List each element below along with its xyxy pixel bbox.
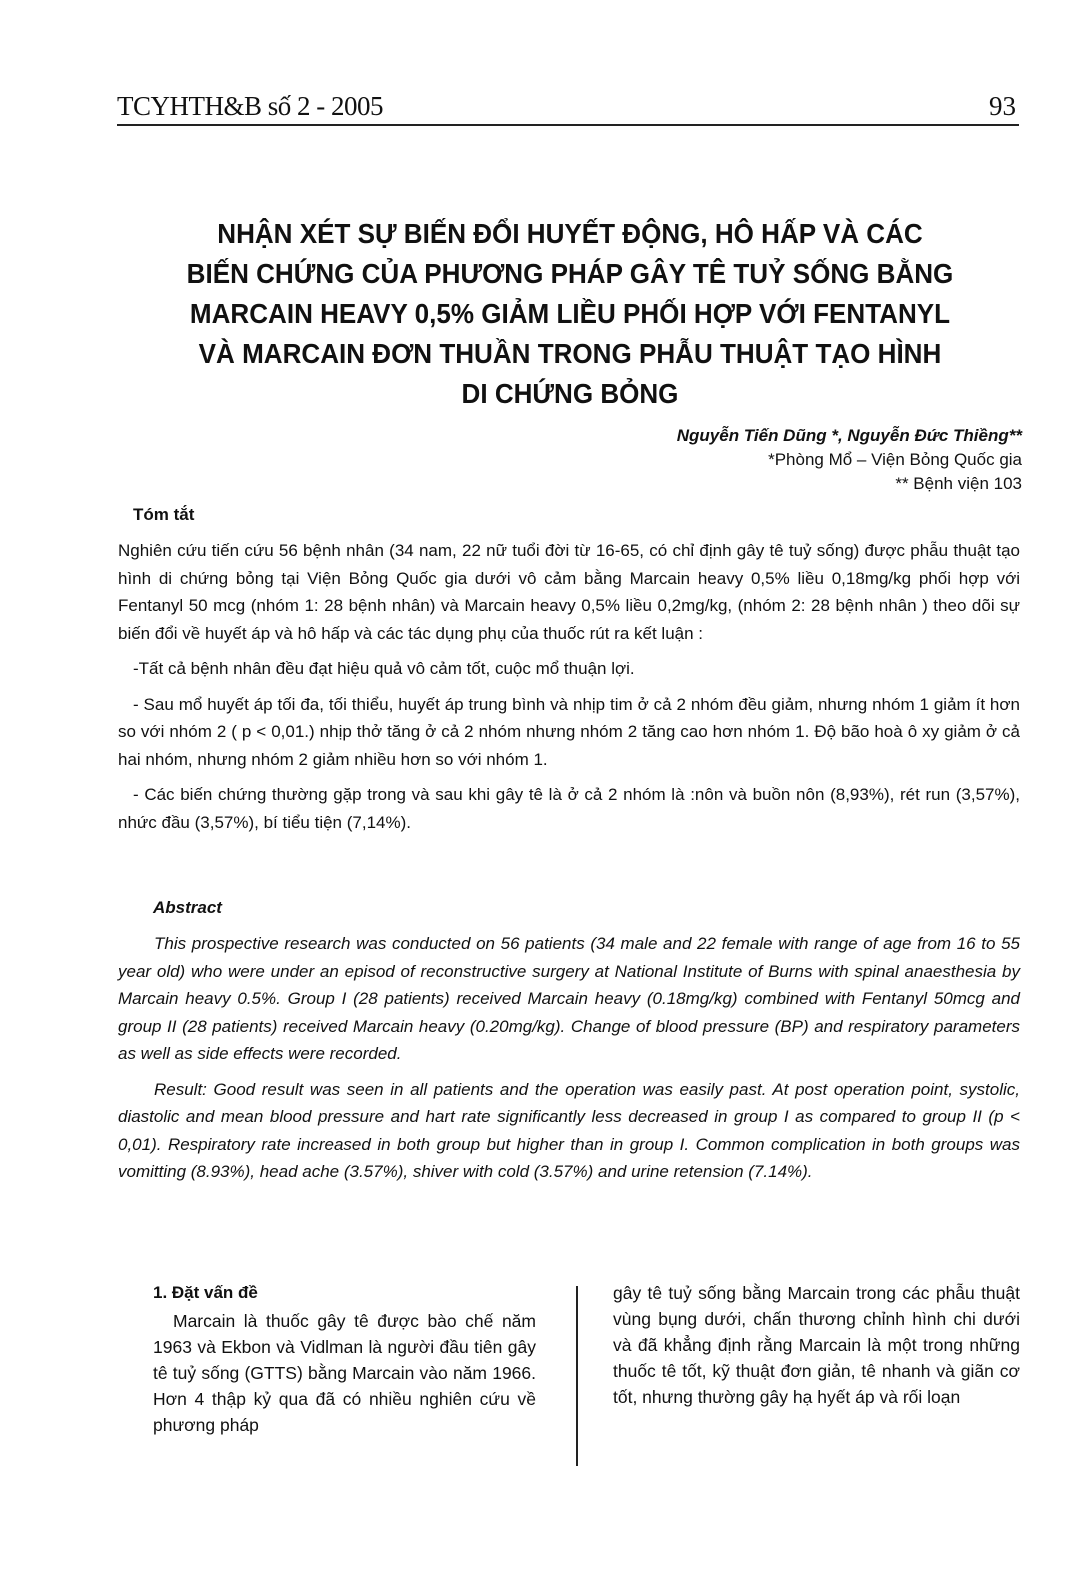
summary-heading: Tóm tắt xyxy=(133,505,195,524)
affiliation: ** Bệnh viện 103 xyxy=(895,474,1022,493)
page-number: 93 xyxy=(989,91,1016,121)
section-text: gây tê tuỷ sống bằng Marcain trong các phẫu thuật vùng bụng dưới, chấn thương chỉnh hình chi dưới và đã khẳng định rằng Marcain là một trong những thuốc tê tốt, kỹ thuật đơn giản, tê nhanh và giãn cơ tốt, nhưng thường gây hạ hyết áp và rối loạn xyxy=(613,1283,1020,1407)
author-names: Nguyễn Tiến Dũng *, Nguyễn Đức Thiềng** xyxy=(676,426,1022,445)
title-line: VÀ MARCAIN ĐƠN THUẦN TRONG PHẪU THUẬT TẠO HÌNH xyxy=(198,338,942,369)
abstract-paragraph: This prospective research was conducted on 56 patients (34 male and 22 female with range of age from 16 to 55 year old) who were under an episod of reconstructive surgery at National Institute of Burns with spinal anaesthesia by Marcain heavy 0.5%. Group I (28 patients) received Marcain heavy (0.18mg/kg) combined with Fentanyl 50mcg and group II (28 patients) received Marcain heavy (0.20mg/kg). Change of blood pressure (BP) and respiratory parameters as well as side effects were recorded. xyxy=(118,934,1020,1063)
section-heading: 1. Đặt vấn đề xyxy=(153,1283,258,1302)
column-divider xyxy=(576,1286,578,1466)
summary-body xyxy=(118,537,1020,836)
abstract-heading: Abstract xyxy=(153,898,222,917)
title-line: MARCAIN HEAVY 0,5% GIẢM LIỀU PHỐI HỢP VỚI FENTANYL xyxy=(189,298,951,329)
running-header xyxy=(117,88,1019,126)
summary-point: - Sau mổ huyết áp tối đa, tối thiểu, huyết áp trung bình và nhịp tim ở cả 2 nhóm đều giảm, nhưng nhóm 1 giảm ít hơn so với nhóm 2 ( p < 0,01.) nhịp thở tăng ở cả 2 nhóm nhưng nhóm 2 tăng cao hơn nhóm 1. Độ bão hoà ô xy giảm ở cả hai nhóm, nhưng nhóm 2 giảm nhiều hơn so với nhóm 1. xyxy=(118,694,1020,769)
summary-point: -Tất cả bệnh nhân đều đạt hiệu quả vô cảm tốt, cuộc mổ thuận lợi. xyxy=(133,659,635,678)
author-block xyxy=(677,424,1022,496)
title-line: BIẾN CHỨNG CỦA PHƯƠNG PHÁP GÂY TÊ TUỶ SỐNG BẰNG xyxy=(186,258,954,289)
journal-issue: TCYHTH&B số 2 - 2005 xyxy=(117,91,383,121)
section-text: Marcain là thuốc gây tê được bào chế năm 1963 và Ekbon và Vidlman là người đầu tiên gây tê tuỷ sống (GTTS) bằng Marcain vào năm 1966. Hơn 4 thập kỷ qua đã có nhiều nghiên cứu về phương pháp xyxy=(153,1311,536,1435)
right-column xyxy=(613,1280,1020,1410)
summary-intro: Nghiên cứu tiến cứu 56 bệnh nhân (34 nam, 22 nữ tuổi đời từ 16-65, có chỉ định gây tê tuỷ sống) được phẫu thuật tạo hình di chứng bỏng tại Viện Bỏng Quốc gia dưới vô cảm bằng Marcain heavy 0,5% liều 0,18mg/kg phối hợp với Fentanyl 50 mcg (nhóm 1: 28 bệnh nhân) và Marcain heavy 0,5% liều 0,2mg/kg, (nhóm 2: 28 bệnh nhân ) theo dõi sự biến đổi về huyết áp và hô hấp và các tác dụng phụ của thuốc rút ra kết luận : xyxy=(118,541,1020,643)
summary-point: - Các biến chứng thường gặp trong và sau khi gây tê là ở cả 2 nhóm là :nôn và buồn nôn (8,93%), rét run (3,57%), nhức đầu (3,57%), bí tiểu tiện (7,14%). xyxy=(118,785,1020,832)
affiliation: *Phòng Mổ – Viện Bỏng Quốc gia xyxy=(768,450,1022,469)
title-line: DI CHỨNG BỎNG xyxy=(461,378,679,409)
article-title xyxy=(142,214,998,414)
abstract-paragraph: Result: Good result was seen in all patients and the operation was easily past. At post operation point, systolic, diastolic and mean blood pressure and hart rate significantly less decreased in group I as compared to group II (p < 0,01). Respiratory rate increased in both group but higher than in group I. Common complication in both groups was vomitting (8.93%), head ache (3.57%), shiver with cold (3.57%) and urine retension (7.14%). xyxy=(118,1079,1020,1181)
title-line: NHẬN XÉT SỰ BIẾN ĐỔI HUYẾT ĐỘNG, HÔ HẤP VÀ CÁC xyxy=(217,218,923,249)
abstract-body xyxy=(118,930,1020,1186)
left-column xyxy=(153,1280,536,1438)
